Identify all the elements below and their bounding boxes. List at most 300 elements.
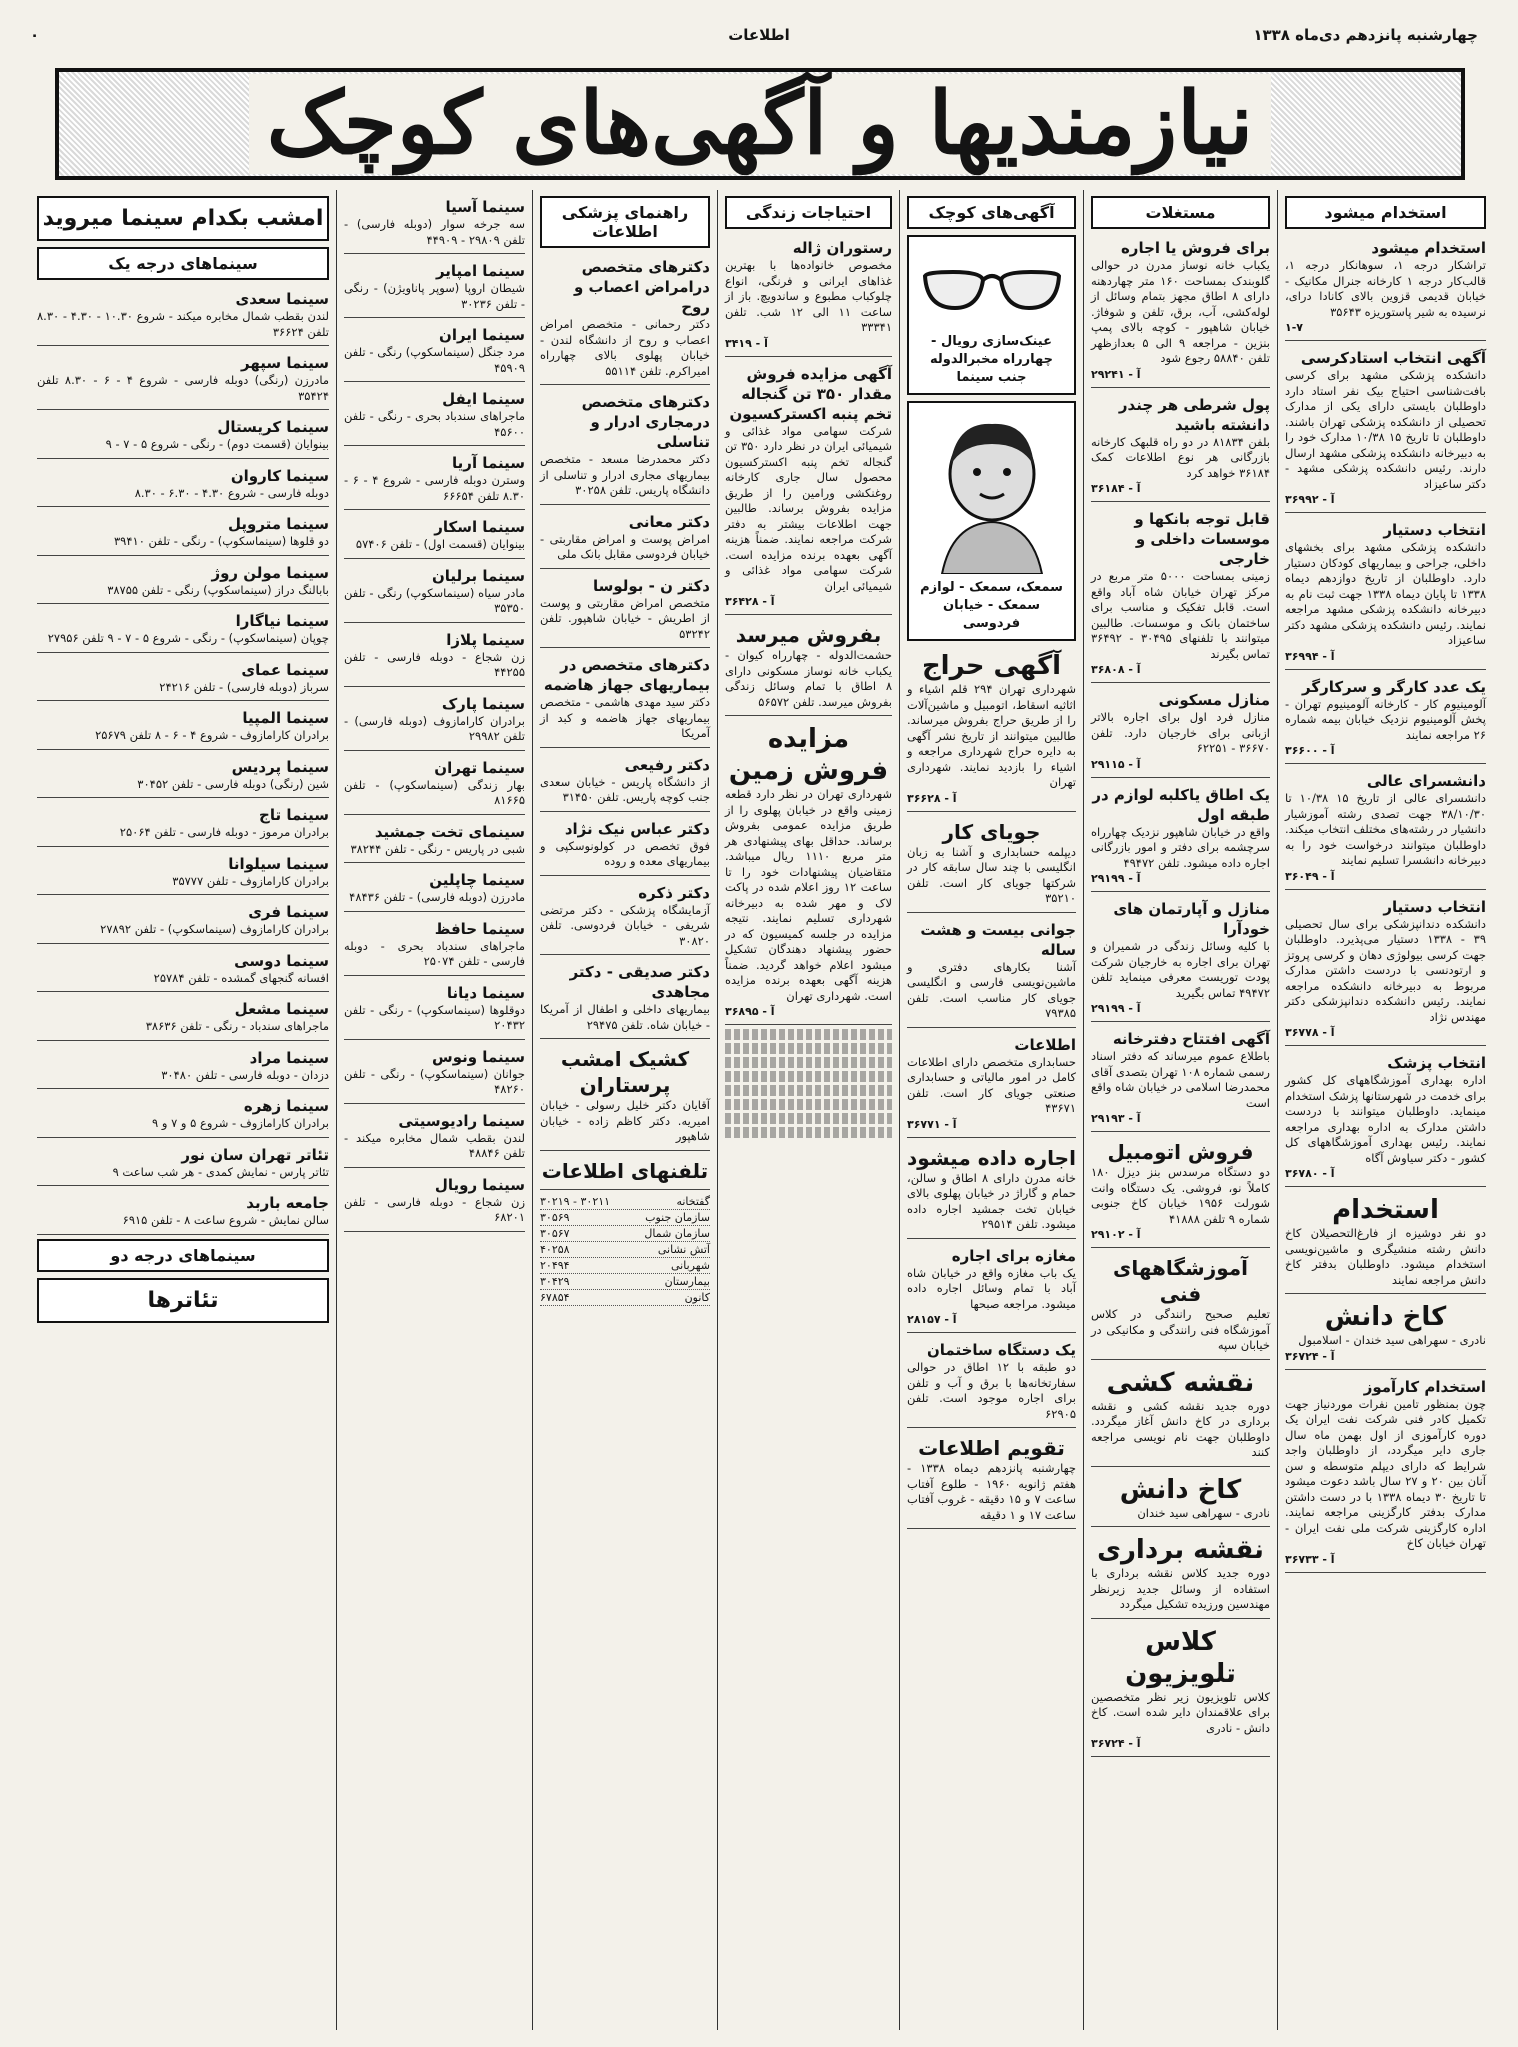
column-small-ads [899, 190, 1083, 2030]
ad-body: برادران کارامازوف - شروع ۵ و ۷ و ۹ [152, 1116, 329, 1130]
ad-item [344, 1172, 525, 1232]
column-medical-guide [532, 190, 717, 2030]
ad-item [37, 996, 329, 1041]
ad-title: سینما المپیا [242, 709, 329, 727]
ad-body: زن شجاع - دوبله فارسی - تلفن ۴۴۲۵۵ [344, 649, 525, 679]
ad-body: دو طبقه با ۱۲ اطاق در حوالی سفارتخانه‌ها با برق و آب و تلفن برای اجاره موجود است. تلفن ۶۲۹۰۵ [907, 1360, 1076, 1421]
ad-title: جویای کار [942, 819, 1041, 844]
ad-body: بینوایان (قسمت اول) - تلفن ۵۷۴۰۶ [355, 537, 525, 551]
ad-item [1091, 506, 1270, 683]
ad-body: فوق تخصص در کولونوسکپی و بیماریهای معده و روده [540, 838, 710, 868]
ad-title: سینما پردیس [231, 757, 329, 776]
ad-title: استخدام کارآموز [1363, 1377, 1486, 1396]
ad-code: ۲۹۱۱۵ - آ [1091, 757, 1141, 771]
ad-title: سینما مراد [249, 1048, 329, 1067]
phone-label: شهربانی [671, 1258, 710, 1272]
ad-title: آگهی افتتاح دفترخانه [1112, 1030, 1270, 1048]
ad-body: دوره جدید کلاس نقشه برداری با استفاده از وسائل جدید زیرنظر مهندسین ورزیده تشکیل میگردد [1091, 1566, 1270, 1611]
ad-item [907, 647, 1076, 812]
ad-item [37, 463, 329, 508]
ad-body: یکباب خانه نوساز مدرن در حوالی گلوبندک بمساحت ۱۶۰ متر چهاردهنه دارای ۸ اطاق مجهز بتمام وسائل از لوله‌کشی، آب، برق، تلفن و شوفاژ. خیابان شاهپور - کوچه بالای پمپ بنزین - مراجعه ۹ الی ۵ بعدازظهر تلفن ۵۸۸۴۰ رجوع شود [1091, 258, 1270, 365]
ad-body: مرد جنگل (سینماسکوپ) رنگی - تلفن ۴۵۹۰۹ [344, 345, 525, 375]
ad-title: سینمای تخت جمشید [374, 822, 525, 841]
ad-body: سرباز (دوبله فارسی) - تلفن ۲۴۲۱۶ [159, 679, 329, 694]
ad-body: آقایان دکتر خلیل رسولی - خیابان امیریه. دکتر کاظم زاده - خیابان شاهپور [540, 1098, 710, 1143]
ad-item [37, 948, 329, 993]
ad-body: لندن بقطب شمال مخابره میکند - تلفن ۴۸۸۴۶ [344, 1130, 525, 1160]
ad-body: بهار زندگی (سینماسکوپ) - تلفن ۸۱۶۶۵ [344, 777, 525, 807]
ad-item [37, 608, 329, 653]
ad-body: شرکت سهامی مواد غذائی و شیمیائی ایران در نظر دارد ۳۵۰ تن گنجاله تخم پنبه اکسترکسیون محصول سال جاری کارخانه روغنکشی ورامین را از طریق مزایده بفروش برساند. طالبین جهت اطلاعات بیشتر به دفتر شرکت مراجعه نمایند. ضمناً هزینه آگهی بعهده برنده مزایده است. شرکت سهامی مواد غذائی و شیمیائی ایران [725, 423, 892, 593]
ad-item [344, 563, 525, 623]
ad-body: دوقلوها (سینماسکوپ) - رنگی - تلفن ۲۰۴۳۲ [344, 1002, 525, 1032]
ad-item [344, 755, 525, 815]
ad-title: سینما کریستال [217, 418, 329, 436]
ad-item [344, 1044, 525, 1104]
ad-body: اداره بهداری آموزشگاههای کل کشور برای خدمت در شهرستانها پزشک استخدام مینماید. داوطلبان میتوانند با دردست داشتن مدارک به اداره بهداری مراجعه نمایند. رئیس بهداری آموزشگاههای کل کشور - دکتر سیاوش آگاه [1285, 1073, 1486, 1165]
ad-title: سینما فری [248, 903, 329, 921]
ad-title: سینما آریا [452, 454, 525, 472]
ad-body: دکتر محمدرضا مسعد - متخصص بیماریهای مجاری ادرار و تناسلی از دانشگاه پاریس. تلفن ۳۰۲۵۸ [540, 452, 710, 497]
ad-body: دو قلوها (سینماسکوپ) - رنگی - تلفن ۳۹۴۱۰ [114, 534, 329, 548]
phone-number: ۴۰۲۵۸ [540, 1242, 570, 1256]
phone-number: ۳۰۵۶۹ [540, 1210, 570, 1224]
column-employment [1277, 190, 1493, 2030]
theaters-header: تئاترها [37, 1278, 329, 1323]
page-folio [30, 26, 1488, 52]
first-class-subhead: سینماهای درجه یک [37, 247, 329, 280]
ad-item [1285, 1050, 1486, 1187]
ad-title: دکتر معانی [628, 512, 710, 531]
ad-title: سینما تهران [434, 758, 525, 777]
ad-title: جوانی بیست و هشت ساله [920, 920, 1076, 959]
ad-body: شهرداری تهران ۲۹۴ قلم اشیاء و اثاثیه اسقاط، اتومبیل و ماشین‌آلات را از طریق حراج بفروش میرساند. طالبین میتوانند از تاریخ نشر آگهی به دایره حراج شهرداری مراجعه و اشیاء را بازدید نمایند. شهرداری تهران [907, 682, 1076, 789]
ad-title: کاخ دانش [1119, 1474, 1242, 1505]
ad-item [1091, 1623, 1270, 1758]
paper-name: اطلاعات [728, 26, 790, 44]
ad-code: ۳۶۷۳۳ - آ [1285, 1552, 1335, 1566]
ad-body: دو نفر دوشیزه از فارغ‌التحصیلان کاخ دانش رشته منشیگری و ماشین‌نویسی استخدام میشود. داوطلبان بدفتر کاخ دانش مراجعه نمایند [1285, 1226, 1486, 1287]
column-cinemas-first-class [336, 190, 532, 2030]
ad-title: دکترهای متخصص درامراض اعصاب و روح [573, 258, 710, 316]
ad-body: لندن بقطب شمال مخابره میکند - شروع ۱۰.۳۰ - ۴.۳۰ - ۸.۳۰ تلفن ۳۶۶۲۴ [37, 309, 329, 339]
phone-row [540, 1274, 710, 1290]
ad-title: سینما پلازا [446, 630, 525, 649]
ad-item [1091, 1026, 1270, 1132]
ad-title: سینما دوسی [234, 951, 329, 970]
ad-item [37, 511, 329, 556]
phone-label: سازمان جنوب [645, 1210, 710, 1224]
ad-title: تقویم اطلاعات [918, 1436, 1065, 1460]
ad-code: ۳۶۸۹۵ - آ [725, 1005, 775, 1018]
ad-title: سینما رویال [434, 1175, 525, 1194]
ad-item [37, 286, 329, 346]
ad-item [1091, 687, 1270, 778]
column-header: مستغلات [1091, 196, 1270, 229]
woman-portrait-icon [915, 409, 1068, 579]
ad-body: یک باب مغازه واقع در خیابان شاه آباد با تمام وسائل اجاره داده میشود. مراجعه صبحها [907, 1265, 1076, 1311]
phone-number: ۳۰۵۶۷ [540, 1226, 570, 1240]
ad-item [344, 386, 525, 446]
ad-body: آشنا بکارهای دفتری و ماشین‌نویسی فارسی و انگلیسی جویای کار مناسب است. تلفن ۷۹۳۸۵ [907, 959, 1076, 1020]
ad-code: ۳۶۸۰۸ - آ [1091, 663, 1141, 676]
phone-label: کانون [684, 1290, 710, 1304]
hearing-aid-ad-text: سمعک، سمعک - لوازم سمعک - خیابان فردوسی [920, 580, 1063, 631]
classifieds-banner [55, 68, 1465, 180]
phone-directory [540, 1194, 710, 1306]
ad-item [1091, 782, 1270, 893]
ad-body: دو دستگاه مرسدس بنز دیزل ۱۸۰ کاملاً نو، فروشی. یک دستگاه وانت شورلت ۱۹۵۶ خیابان کاخ جنوبی شماره ۹ تلفن ۴۱۸۸۸ [1091, 1165, 1270, 1226]
ad-body: برادران مرموز - دوبله فارسی - تلفن ۲۵۰۶۴ [119, 825, 329, 839]
ad-title: سینما ایفل [442, 390, 525, 408]
ad-body: زن شجاع - دوبله فارسی - تلفن ۶۸۲۰۱ [344, 1194, 525, 1224]
ad-title: دکتر عباس نیک نژاد [564, 819, 710, 838]
ad-code: ۳۶۷۲۴ - آ [1091, 1737, 1141, 1750]
ad-body: بابالنگ دراز (سینماسکوپ) رنگی - تلفن ۳۸۷۵۵ [107, 582, 329, 597]
ad-body: نادری - سهراهی سید خندان - اسلامبول [1298, 1333, 1486, 1347]
ad-item [540, 509, 710, 569]
ad-body: وسترن دوبله فارسی - شروع ۴ - ۶ - ۸.۳۰ تلفن ۶۶۶۵۴ [344, 473, 525, 503]
ad-title: دکتر ن - بولوسا [592, 576, 710, 595]
ad-title: دکترهای متخصص در بیماریهای جهاز هاضمه [543, 656, 710, 694]
ad-item [1091, 1364, 1270, 1467]
ad-title: سینما سپهر [240, 354, 329, 372]
ad-title: فروش اتومبیل [1107, 1140, 1254, 1164]
ad-title: سینما کاروان [230, 466, 329, 485]
ad-title: منازل مسکونی [1158, 691, 1270, 709]
ad-title: جامعه باربد [246, 1194, 329, 1212]
ad-body: مادرزن (دوبله فارسی) - تلفن ۴۸۴۳۶ [349, 890, 525, 904]
ad-body: تعلیم صحیح رانندگی در کلاس آموزشگاه فنی رانندگی و مکانیکی در خیابان سپه [1091, 1307, 1270, 1352]
ad-body: تراشکار درجه ۱، سوهانکار درجه ۱، قالب‌کار درجه ۱ کارخانه جنرال مکانیک - خیابان قدیمی قزوین بالای کانادا درای، نرسیده به شیر پاستوریزه ۳۵۶۴۳ [1285, 258, 1486, 319]
ad-body: بیماریهای داخلی و اطفال از آمریکا - خیابان شاه. تلفن ۲۹۴۷۵ [540, 1002, 710, 1032]
ad-title: منازل و آپارتمان های خودآرا [1113, 900, 1270, 938]
phone-label: گفتخانه [676, 1194, 710, 1208]
ad-code: ۲۹۲۴۱ - آ [1091, 367, 1141, 381]
ad-body: ماجراهای سندباد - رنگی - تلفن ۳۸۶۳۶ [145, 1019, 329, 1033]
ad-item [540, 1155, 710, 1190]
ad-title: بفروش میرسد [735, 623, 882, 647]
ad-item [1091, 392, 1270, 503]
ad-title: سینما زهره [243, 1097, 329, 1115]
ad-body: شهرداری تهران در نظر دارد قطعه زمینی واقع در خیابان پهلوی را از طریق مزایده عمومی بفروش برساند. حداقل بهای پیشنهادی هر متر مربع ۱۱۱۰ ریال میباشد. متقاضیان پیشنهادات خود را تا ساعت ۱۲ روز اعلام شده در پاکت لاک و مهر شده به دبیرخانه شهرداری تسلیم نمایند. نتیجه مزایده در جلسه کمیسیون که در حضور پیشنهاد دهندگان تشکیل میشود اعلام خواهد گردید. ضمناً هزینه آگهی بعهده برنده مزایده است. شهرداری تهران [725, 787, 892, 1003]
ad-body: چوپان (سینماسکوپ) - رنگی - شروع ۵ - ۷ - ۹ تلفن ۲۷۹۵۶ [47, 631, 329, 645]
ad-title: تلفنهای اطلاعات [541, 1158, 709, 1183]
ad-title: کلاس تلویزیون [1125, 1626, 1236, 1689]
ad-title: کاخ دانش [1324, 1302, 1447, 1332]
ad-item [907, 1142, 1076, 1239]
ad-item [725, 619, 892, 716]
ad-body: دیپلمه حسابداری و آشنا به زبان انگلیسی با چند سال سابقه کار در شرکتها جویای کار است. تلفن ۳۵۲۱۰ [907, 844, 1076, 905]
phone-row [540, 1258, 710, 1274]
ad-title: سینما دیانا [446, 983, 525, 1002]
ad-code: ۳۶۴۲۸ - آ [725, 595, 775, 608]
second-class-subhead: سینماهای درجه دو [37, 1239, 329, 1272]
ad-body: از دانشگاه پاریس - خیابان سعدی جنب کوچه پاریس. تلفن ۳۱۴۵۰ [540, 774, 710, 804]
ad-item [1285, 345, 1486, 513]
ad-code: ۳۶۷۷۸ - آ [1285, 1026, 1335, 1039]
cinema-header: امشب بکدام سینما میروید [37, 196, 329, 241]
ad-body: امراض پوست و امراض مقاربتی - خیابان فردوسی مقابل بانک ملی [540, 531, 710, 561]
ad-body: بلفن ۸۱۸۳۴ در دو راه قلبهک کارخانه بازرگانی هر نوع اطلاعات کمک ۳۶۱۸۴ خواهد کرد [1091, 434, 1270, 480]
ad-item [540, 652, 710, 748]
ad-body: منازل فرد اول برای اجاره بالاتر ازبانی برای خارجیان دارد. تلفن ۳۶۶۷۰ - ۶۲۲۵۱ [1091, 710, 1270, 755]
ad-title: مغازه برای اجاره [951, 1246, 1076, 1265]
optician-ad-text: عینک‌سازی رویال - چهارراه مخبرالدوله جنب سینما [930, 334, 1053, 385]
ad-item [344, 258, 525, 318]
ad-title: سینما برلیان [431, 566, 525, 585]
ad-item [907, 816, 1076, 913]
ad-body: دانشسرای عالی از تاریخ ۱۵ ۱۰/۳۸ تا ۳۸/۱۰/۳۰ جهت تصدی رشته آموزشیار دانشیار در رشته‌های مختلف انتخاب میکند. داوطلبان میتوانند درخواست خود را به دبیرخانه دانشسرا تسلیم نمایند [1285, 791, 1486, 867]
ad-body: متخصص امراض مقاربتی و پوست از اطریش - خیابان شاهپور. تلفن ۵۳۲۴۲ [540, 595, 710, 641]
ad-title: سینما سعدی [235, 290, 329, 308]
ad-body: دانشکده دندانپزشکی برای سال تحصیلی ۳۹ - ۱۳۳۸ دستیار می‌پذیرد. داوطلبان جهت کرسی بیولوژی دهان و کرسی پروتز و ارتودنسی با دردست داشتن مدارک مربوط به دبیرخانه دانشکده مراجعه نمایند. رئیس دانشکده دندانپزشکی دکتر مهندس نژاد [1285, 916, 1486, 1024]
ad-body: بینوایان (قسمت دوم) - رنگی - شروع ۵ - ۷ - ۹ [105, 437, 329, 451]
ad-title: آموزشگاههای فنی [1112, 1256, 1248, 1306]
ad-title: سینما ونوس [432, 1047, 525, 1066]
ad-item [1285, 1191, 1486, 1294]
ad-title: آگهی حراج [921, 651, 1062, 681]
ad-item [37, 851, 329, 896]
ad-code: ۲۹۱۹۹ - آ [1091, 872, 1141, 885]
ad-code: ۲۸۱۵۷ - آ [907, 1313, 957, 1326]
ad-item [37, 1142, 329, 1187]
ad-code: ۳۶۹۹۲ - آ [1285, 493, 1335, 506]
phone-row [540, 1194, 710, 1210]
ad-title: نقشه برداری [1097, 1535, 1264, 1565]
ad-body: مخصوص خانواده‌ها با بهترین غذاهای ایرانی و فرنگی، انواع چلوکباب مطبوع و ساندویچ. باز از ساعت ۱۱ الی ۱۲ شب. تلفن ۳۳۳۴۱ [725, 258, 892, 334]
ad-item [37, 705, 329, 750]
ad-body: افسانه گنجهای گمشده - تلفن ۲۵۷۸۴ [153, 970, 329, 985]
ad-item [37, 657, 329, 702]
ad-body: ماجراهای سندباد بحری - رنگی - تلفن ۴۵۶۰۰ [344, 409, 525, 439]
ad-code: ۳۶۹۹۴ - آ [1285, 649, 1335, 663]
phone-number: ۲۰۴۹۴ [540, 1258, 570, 1272]
ad-item [1285, 894, 1486, 1047]
ad-body: برادران کارامازوف - شروع ۴ - ۶ - ۸ تلفن ۲۵۶۷۹ [95, 728, 329, 742]
ad-body: مادر سیاه (سینماسکوپ) رنگی - تلفن ۳۵۳۵۰ [344, 585, 525, 615]
ad-title: سینما اسکار [434, 518, 525, 536]
column-header: استخدام میشود [1285, 196, 1486, 229]
ad-body: جوانان (سینماسکوپ) - رنگی - تلفن ۴۸۲۶۰ [344, 1066, 525, 1096]
ad-item [37, 1093, 329, 1138]
ad-body: نادری - سهراهی سید خندان [1137, 1505, 1270, 1520]
ad-item [1285, 674, 1486, 765]
ad-item [37, 802, 329, 847]
ad-title: استخدام [1332, 1195, 1439, 1225]
ad-item [725, 361, 892, 616]
ad-item [540, 959, 710, 1039]
ad-title: سینما نیاگارا [235, 612, 329, 630]
ad-body: شین (رنگی) دوبله فارسی - تلفن ۳۰۴۵۲ [137, 776, 329, 791]
ad-body: شبی در پاریس - رنگی - تلفن ۳۸۲۴۴ [350, 841, 525, 856]
ad-body: تئاتر پارس - نمایش کمدی - هر شب ساعت ۹ [112, 1164, 329, 1179]
ad-title: سینما آسیا [445, 198, 525, 216]
ad-item [1285, 1298, 1486, 1370]
ad-title: تئاتر تهران سان نور [181, 1145, 329, 1164]
ad-title: استخدام میشود [1371, 239, 1486, 257]
ad-item [37, 414, 329, 459]
ad-body: چون بمنظور تامین نفرات موردنیاز جهت تکمیل کادر فنی شرکت نفت ایران یک دوره کارآموزی از اول بهمن ماه سال جاری دایر میگردد، از داوطلبان واجد شرایط که دارای دیپلم متوسطه و سن آنان بین ۲۰ و ۲۷ سال باشد دعوت میشود تا تاریخ ۳۰ دیماه ۱۳۳۸ با در دست داشتن مدارک بدفتر کارگزینی مراجعه نمایند. اداره کارگزینی شرکت ملی نفت ایران - تهران خیابان کاخ [1285, 1396, 1486, 1550]
ad-body: دزدان - دوبله فارسی - تلفن ۳۰۴۸۰ [161, 1067, 329, 1082]
phone-label: سازمان شمال [644, 1226, 710, 1240]
ad-title: یک عدد کارگر و سرکارگر [1302, 677, 1486, 696]
ad-body: برادران کارامازوف - تلفن ۳۵۷۷۷ [172, 873, 329, 888]
ad-item [907, 1243, 1076, 1334]
column-real-estate [1083, 190, 1277, 2030]
phone-row [540, 1242, 710, 1258]
fine-print [725, 1029, 892, 1138]
ad-item [37, 754, 329, 799]
ad-body: دکتر سید مهدی هاشمی - متخصص بیماریهای جهاز هاضمه و کبد از آمریکا [540, 695, 710, 740]
ad-item [540, 752, 710, 812]
ad-title: اطلاعات [1014, 1035, 1076, 1054]
ad-title: سینما امپایر [435, 262, 525, 280]
ad-code: ۳۴۱۹ - آ [725, 336, 768, 350]
banner-title: نیازمندیها و آگهی‌های کوچک [249, 74, 1271, 174]
ad-item [1285, 1374, 1486, 1573]
phone-number: ۳۰۲۱۱ - ۳۰۲۱۹ [540, 1194, 611, 1208]
ad-body: باطلاع عموم میرساند که دفتر اسناد رسمی شماره ۱۰۸ تهران بتصدی آقای محمدرضا اسلامی در خیابان شاه واقع است [1091, 1049, 1270, 1110]
ad-title: سینما تاج [259, 806, 329, 824]
ad-title: آگهی مزایده فروش مقدار ۳۵۰ تن گنجاله تخم پنبه اکسترکسیون [729, 364, 892, 423]
ad-item [37, 560, 329, 605]
ad-code: ۱-۷ [1285, 321, 1303, 334]
ad-item [1091, 1136, 1270, 1248]
ad-item [540, 880, 710, 956]
ad-item [344, 867, 525, 912]
ad-body: خانه مدرن دارای ۸ اطاق و سالن، حمام و گاراژ در خیابان پهلوی بالای خیابان تخت جمشید اجاره داده میشود. تلفن ۲۹۵۱۴ [907, 1170, 1076, 1231]
ad-title: سینما رادیوسیتی [398, 1111, 525, 1130]
ad-title: قابل توجه بانکها و موسسات داخلی و خارجی [1134, 510, 1270, 568]
ad-body: حشمت‌الدوله - چهارراه کیوان - یکباب خانه نوساز مسکونی دارای ۸ اطاق با تمام وسائل زندگی بفروش میرسد. تلفن ۵۶۵۷۲ [725, 648, 892, 709]
ad-item [725, 720, 892, 1025]
ad-item [540, 816, 710, 876]
ad-item [1091, 235, 1270, 388]
ad-item [344, 514, 525, 559]
page-number: ۰ [30, 26, 40, 44]
ad-body: شیطان اروپا (سوپر پاناویژن) - رنگی - تلفن ۳۰۲۳۶ [344, 281, 525, 311]
ad-item [1091, 1252, 1270, 1360]
column-cinemas [30, 190, 336, 2030]
ad-body: دوبله فارسی - شروع ۴.۳۰ - ۶.۳۰ - ۸.۳۰ [134, 485, 329, 500]
ad-title: اجاره داده میشود [907, 1145, 1076, 1170]
ad-title: کشیک امشب پرستاران [560, 1047, 690, 1097]
ad-item [344, 627, 525, 687]
ad-item [344, 322, 525, 382]
ad-item [1285, 768, 1486, 890]
ad-item [344, 691, 525, 751]
columns-container [30, 190, 1493, 2030]
column-header: راهنمای پزشکی اطلاعات [540, 196, 710, 248]
ad-item [37, 350, 329, 410]
ad-body: سه جرخه سوار (دوبله فارسی) - تلفن ۲۹۸۰۹ - ۴۴۹۰۹ [344, 217, 525, 247]
ad-body: چهارشنبه پانزدهم دیماه ۱۳۳۸ - هفتم ژانویه ۱۹۶۰ - طلوع آفتاب ساعت ۷ و ۱۵ دقیقه - غروب آفتاب ساعت ۱۷ و ۱ دقیقه [907, 1461, 1076, 1522]
ad-item [344, 450, 525, 510]
ad-item [540, 1043, 710, 1151]
phone-number: ۶۷۸۵۴ [540, 1290, 570, 1304]
ad-body: آزمایشگاه پزشکی - دکتر مرتضی شریفی - خیابان فردوسی. تلفن ۳۰۸۲۰ [540, 902, 710, 948]
ad-title: یک دستگاه ساختمان [926, 1341, 1076, 1359]
ad-title: سینما عمای [241, 660, 329, 679]
ad-title: سینما پارک [441, 694, 525, 713]
ad-code: ۲۹۱۹۹ - آ [1091, 1002, 1141, 1015]
ad-item [344, 819, 525, 864]
column-header: احتیاجات زندگی [725, 196, 892, 229]
ad-code: ۳۶۱۸۴ - آ [1091, 482, 1141, 495]
ad-title: یک اطاق یاکلبه لوازم در طبقه اول [1092, 785, 1270, 824]
ad-title: دانشسرای عالی [1366, 772, 1486, 790]
ad-title: انتخاب دستیار [1383, 897, 1486, 916]
ad-code: ۲۹۱۰۲ - آ [1091, 1228, 1141, 1241]
ad-code: ۲۹۱۹۳ - آ [1091, 1112, 1141, 1125]
ad-body: آلومینیوم کار - کارخانه آلومینیوم تهران - پخش آلومینیوم نزدیک خیابان بیمه شماره ۲۶ مراجعه نمایند [1285, 696, 1486, 742]
ad-body: زمینی بمساحت ۵۰۰۰ متر مربع در مرکز تهران خیابان شاه آباد واقع است. قابل تفکیک و مناسب برای ساختمان بانک و موسسات. طالبین میتوانند با تلفنهای ۳۰۴۹۵ - ۳۶۴۹۲ تماس بگیرند [1091, 569, 1270, 661]
ad-title: سینما مولن روژ [211, 563, 329, 582]
ad-body: دانشکده پزشکی مشهد برای کرسی بافت‌شناسی احتیاج بیک نفر استاد دارد داوطلبان بایستی دارای یکی از مدارک تحصیلی از دانشکده پزشکی تهران باشند. داوطلبان تا تاریخ ۱۵ ۱۰/۳۸ مدارک خود را به دبیرخانه دانشکده پزشکی مشهد ارسال دارند. رئیس دانشکده پزشکی مشهد - دکتر ساعیزاد [1285, 368, 1487, 491]
ad-item [725, 235, 892, 357]
column-living-needs [717, 190, 899, 2030]
ad-code: ۳۶۰۴۹ - آ [1285, 869, 1335, 883]
phone-row [540, 1226, 710, 1242]
ad-body: ماجراهای سندباد بحری - دوبله فارسی - تلفن ۲۵۰۷۴ [344, 938, 525, 968]
ad-item [344, 980, 525, 1040]
ad-title: پول شرطی هر چندر دانشته باشید [1118, 395, 1270, 434]
phone-row [540, 1290, 710, 1306]
ad-item [907, 1032, 1076, 1138]
ad-item [540, 389, 710, 505]
phone-number: ۳۰۴۲۹ [540, 1274, 570, 1288]
ad-body: سالن نمایش - شروع ساعت ۸ - تلفن ۶۹۱۵ [122, 1213, 329, 1227]
ad-title: آگهی انتخاب استادکرسی [1300, 349, 1486, 367]
ad-body: دانشکده پزشکی مشهد برای بخشهای داخلی، جراحی و بیماریهای کودکان دستیار دارد. داوطلبان از تاریخ دوازدهم دیماه ۱۳۳۸ تا پایان دیماه ۱۳۳۸ جهت ثبت نام به دبیرخانه دانشکده پزشکی مشهد مراجعه نمایند. رئیس دانشکده پزشکی مشهد دکتر ساعیزاد [1285, 540, 1487, 647]
ad-item [1091, 896, 1270, 1022]
column-header: آگهی‌های کوچک [907, 196, 1076, 229]
ad-item [1091, 1471, 1270, 1528]
ad-code: ۳۶۶۲۸ - آ [907, 791, 957, 805]
optician-ad [907, 235, 1076, 395]
ad-item [540, 254, 710, 385]
ad-title: انتخاب دستیار [1383, 521, 1486, 539]
ad-code: ۳۶۷۲۴ - آ [1285, 1349, 1335, 1363]
ad-body: حسابداری متخصص دارای اطلاعات کامل در امور مالیاتی و حسابداری صنعتی جویای کار است. تلفن ۴۳۶۷۱ [907, 1054, 1076, 1115]
ad-title: رستوران ژاله [792, 239, 892, 257]
ad-item [1091, 1531, 1270, 1619]
ad-item [344, 916, 525, 976]
ad-body: کلاس تلویزیون زیر نظر متخصصین برای علاقمندان دایر شده است. کاخ دانش - نادری [1091, 1689, 1270, 1735]
phone-row [540, 1210, 710, 1226]
ad-title: دکتر رفیعی [624, 755, 710, 774]
ad-item [344, 1108, 525, 1168]
phone-label: آتش نشانی [657, 1242, 710, 1256]
ad-code: ۳۶۷۸۰ - آ [1285, 1167, 1335, 1180]
issue-date: چهارشنبه پانزدهم دی‌ماه ۱۳۳۸ [1253, 26, 1478, 44]
ad-code: ۳۶۷۷۱ - آ [907, 1117, 957, 1131]
ad-body: با کلیه وسائل زندگی در شمیران و تهران برای اجاره به خارجیان شرکت پودت توریست معرفی مینماید تلفن ۴۹۴۷۲ تماس بگیرید [1091, 939, 1270, 1000]
ad-item [907, 1337, 1076, 1428]
ad-item [37, 899, 329, 944]
eyeglasses-icon [915, 243, 1068, 333]
ad-title: سینما مشعل [234, 1000, 329, 1018]
ad-item [907, 917, 1076, 1028]
ad-title: دکتر ذکره [638, 883, 710, 902]
ad-code: ۳۶۶۰۰ - آ [1285, 744, 1335, 757]
ad-body: دوره جدید نقشه کشی و نقشه برداری در کاخ دانش آغاز میگردد. داوطلبان جهت نام نویسی مراجعه کنند [1091, 1398, 1270, 1459]
ad-item [1285, 235, 1486, 341]
ad-title: مزایده فروش زمین [728, 724, 889, 786]
ad-body: دکتر رحمانی - متخصص امراض اعصاب و روح از دانشگاه لندن - خیابان پهلوی بالای چهارراه امیراکرم. تلفن ۵۵۱۱۴ [540, 317, 710, 378]
ad-title: سینما ایران [439, 326, 525, 344]
